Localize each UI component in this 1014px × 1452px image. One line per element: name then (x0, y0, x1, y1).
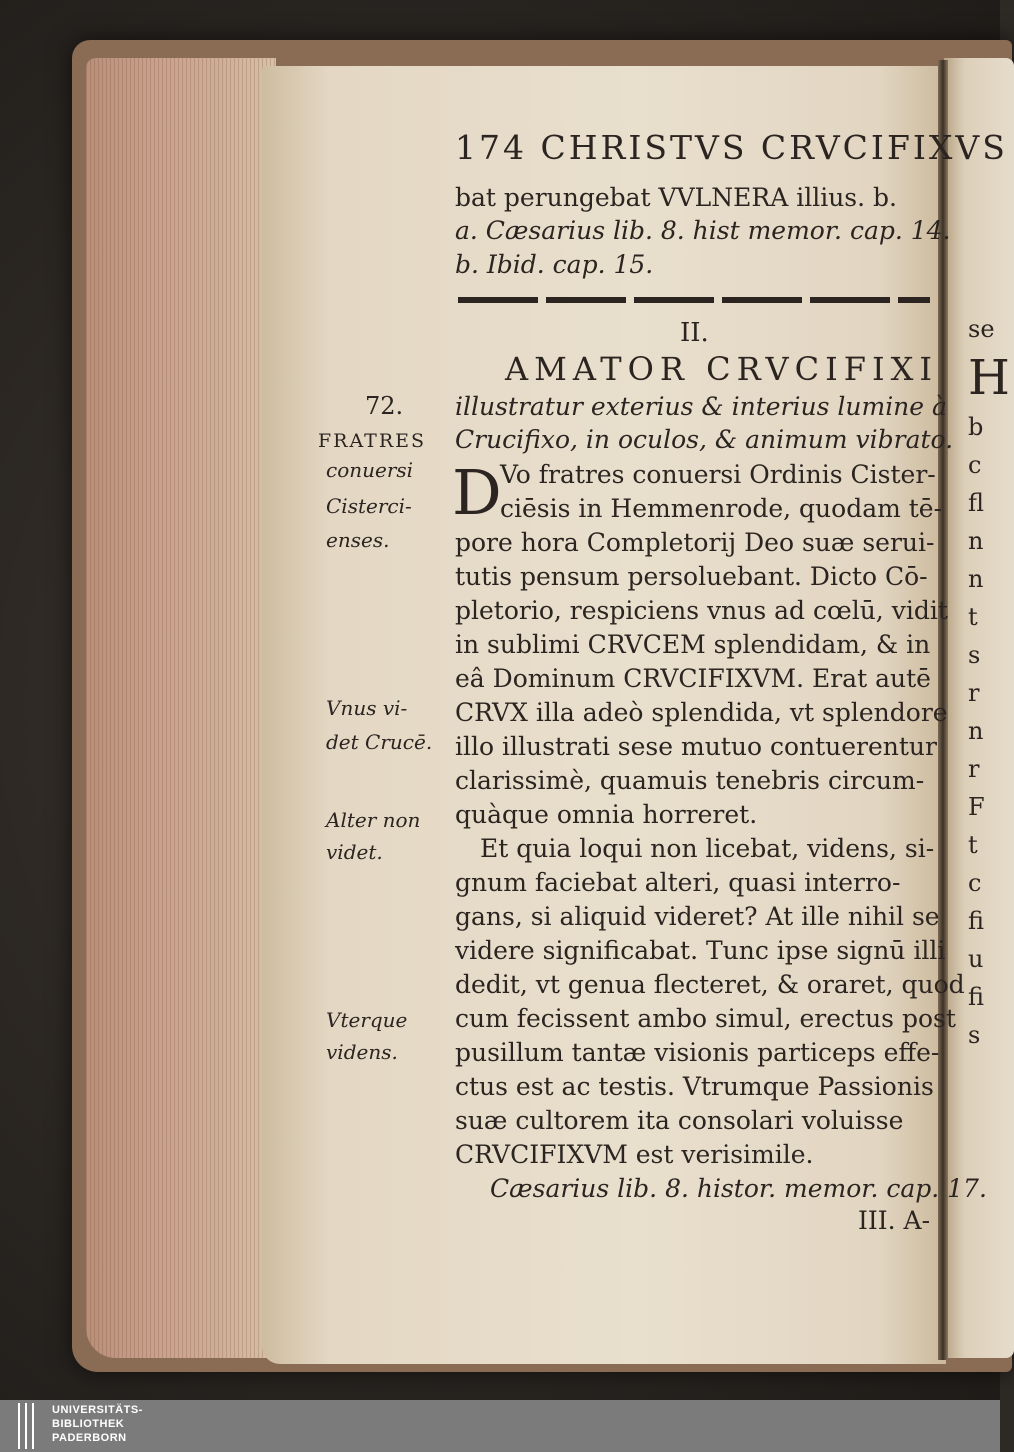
fragment: n (968, 527, 984, 555)
fragment: s (968, 641, 981, 669)
body-line: Et quia loqui non licebat, videns, si- (480, 834, 935, 863)
body-line: pusillum tantæ visionis particeps effe- (455, 1038, 940, 1067)
margin-note: videns. (326, 1040, 398, 1064)
section-title: AMATOR CRVCIFIXI (505, 350, 939, 388)
fragment: c (968, 869, 982, 897)
fragment: n (968, 717, 984, 745)
top-line: bat perungebat VVLNERA illius. b. (455, 183, 897, 212)
subtitle-line: Crucifixo, in oculos, & animum vibrato. (455, 425, 954, 454)
fragment: r (968, 679, 980, 707)
body-line: cum fecissent ambo simul, erectus post (455, 1004, 956, 1033)
section-number: II. (680, 318, 709, 348)
body-line: eâ Dominum CRVCIFIXVM. Erat autē (455, 664, 931, 693)
body-line: gans, si aliquid videret? At ille nihil se (455, 902, 940, 931)
body-line: tutis pensum persoluebant. Dicto Cō- (455, 562, 928, 591)
fragment: H (968, 350, 1010, 406)
fragment: t (968, 831, 978, 859)
body-line: videre significabat. Tunc ipse signū illi (455, 936, 946, 965)
fragment: fi (968, 983, 985, 1011)
margin-note: Alter non (326, 808, 421, 832)
margin-note: det Crucē. (326, 730, 433, 754)
margin-note: Vterque (326, 1008, 408, 1032)
fragment: b (968, 413, 984, 441)
subtitle-line: illustratur exterius & interius lumine à (455, 392, 947, 421)
body-line: quàque omnia horreret. (455, 800, 758, 829)
fragment: r (968, 755, 980, 783)
catchword: III. A- (858, 1206, 931, 1235)
drop-cap: D (452, 456, 502, 529)
body-line: ctus est ac testis. Vtrumque Passionis (455, 1072, 934, 1101)
library-logo-icon (8, 1403, 44, 1449)
institution-line: UNIVERSITÄTS- (52, 1404, 143, 1416)
body-line: pore hora Completorij Deo suæ serui- (455, 528, 935, 557)
section-rule (458, 297, 930, 303)
page-edges (86, 58, 276, 1358)
fragment: F (968, 793, 985, 821)
right-page-fragments (968, 310, 1008, 1054)
margin-note: Cisterci- (326, 494, 412, 518)
body-line: pletorio, respiciens vnus ad cœlū, vidit (455, 596, 948, 625)
running-head: 174 CHRISTVS CRVCIFIXVS (455, 128, 1008, 167)
institution-line: BIBLIOTHEK (52, 1418, 125, 1430)
body-line: gnum faciebat alteri, quasi interro- (455, 868, 901, 897)
margin-note: FRATRES (318, 430, 427, 452)
fragment: fi (968, 907, 985, 935)
fragment: fl (968, 489, 985, 517)
institution-line: PADERBORN (52, 1432, 127, 1444)
body-line: CRVX illa adeò splendida, vt splendore (455, 698, 948, 727)
margin-number: 72. (365, 392, 404, 420)
body-line: Vo fratres conuersi Ordinis Cister- (500, 460, 936, 489)
fragment: c (968, 451, 982, 479)
fragment: n (968, 565, 984, 593)
fragment: u (968, 945, 984, 973)
body-line: CRVCIFIXVM est verisimile. (455, 1140, 814, 1169)
footnote-b: b. Ibid. cap. 15. (455, 250, 654, 279)
footer-bar (0, 1400, 1000, 1452)
body-line: clarissimè, quamuis tenebris circum- (455, 766, 925, 795)
body-line: in sublimi CRVCEM splendidam, & in (455, 630, 931, 659)
citation: Cæsarius lib. 8. histor. memor. cap. 17. (490, 1174, 987, 1203)
margin-note: videt. (326, 840, 383, 864)
body-line: illo illustrati sese mutuo contuerentur (455, 732, 937, 761)
margin-note: Vnus vi- (326, 696, 408, 720)
institution-name (52, 1403, 143, 1445)
fragment: t (968, 603, 978, 631)
fragment: s (968, 1021, 981, 1049)
footnote-a: a. Cæsarius lib. 8. hist memor. cap. 14. (455, 216, 951, 245)
margin-note: conuersi (326, 458, 414, 482)
fragment: se (968, 315, 995, 343)
body-line: ciēsis in Hemmenrode, quodam tē- (500, 494, 943, 523)
body-line: dedit, vt genua flecteret, & oraret, quod (455, 970, 965, 999)
body-line: suæ cultorem ita consolari voluisse (455, 1106, 904, 1135)
margin-note: enses. (326, 528, 390, 552)
